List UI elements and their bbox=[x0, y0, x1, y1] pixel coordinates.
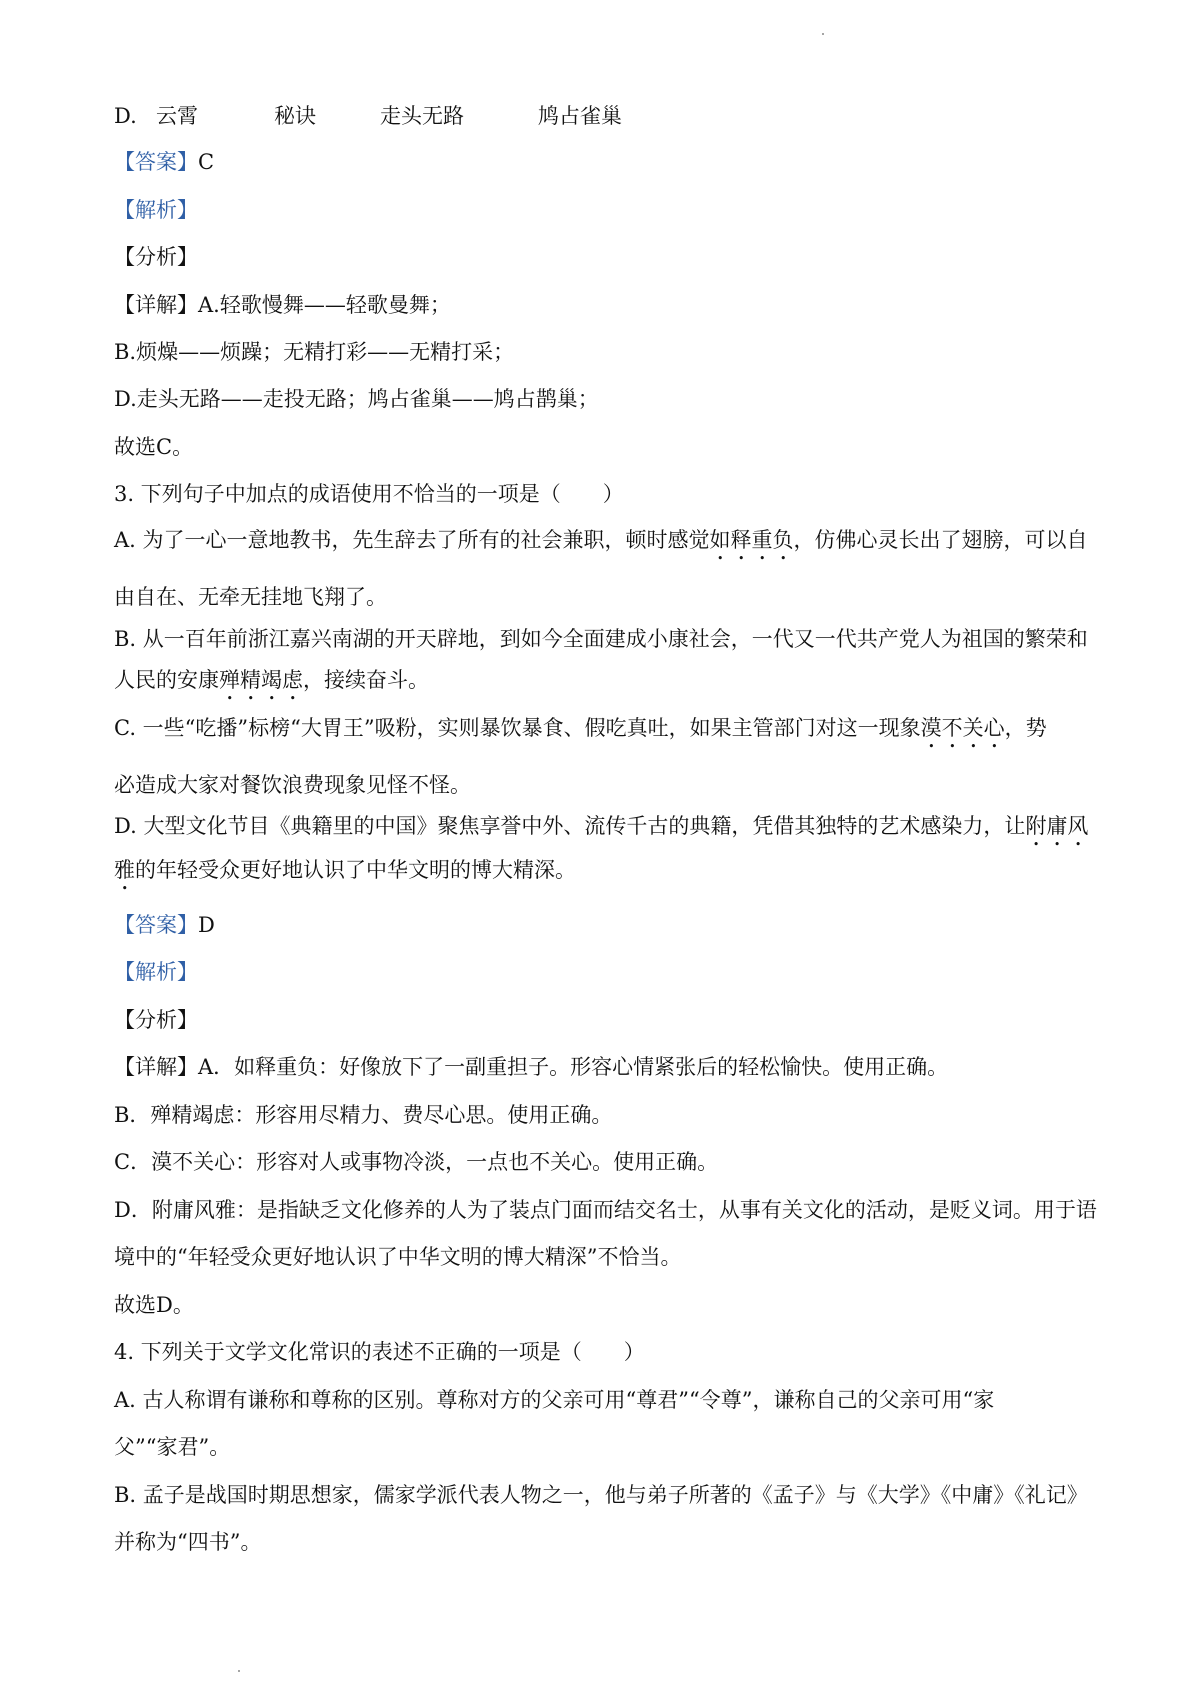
q3-option-a: A. 为了一心一意地教书，先生辞去了所有的社会兼职，顿时感觉如释重负，仿佛心灵长出了翅膀，可以自 bbox=[114, 528, 1088, 552]
q3-detail-c: C．漠不关心：形容对人或事物冷淡，一点也不关心。使用正确。 bbox=[114, 1150, 719, 1174]
q3-analysis-heading: 【解析】 bbox=[114, 960, 198, 984]
q2-fenxi-heading: 【分析】 bbox=[114, 245, 198, 269]
q2-conclusion: 故选C。 bbox=[114, 435, 194, 459]
q4-option-a: A. 古人称谓有谦称和尊称的区别。尊称对方的父亲可用“尊君”“令尊”，谦称自己的父亲可用“家 bbox=[114, 1388, 995, 1412]
dotted-idiom: 殚精竭虑 bbox=[219, 668, 303, 692]
q3-option-c-cont: 必造成大家对餐饮浪费现象见怪不怪。 bbox=[114, 773, 471, 797]
q4-option-b-cont: 并称为“四书”。 bbox=[114, 1530, 262, 1554]
q3-option-b-cont: 人民的安康殚精竭虑，接续奋斗。 bbox=[114, 668, 429, 692]
q4-option-b: B. 孟子是战国时期思想家，儒家学派代表人物之一，他与弟子所著的《孟子》与《大学》《中庸》《礼记》 bbox=[114, 1483, 1088, 1507]
q3-detail-a: 【详解】A．如释重负：好像放下了一副重担子。形容心情紧张后的轻松愉快。使用正确。 bbox=[114, 1055, 949, 1079]
q3-option-a-cont: 由自在、无牵无挂地飞翔了。 bbox=[114, 585, 387, 609]
scan-speck bbox=[238, 1670, 240, 1672]
q3-conclusion: 故选D。 bbox=[114, 1293, 194, 1317]
q3-fenxi-heading: 【分析】 bbox=[114, 1008, 198, 1032]
q3-detail-b: B．殚精竭虑：形容用尽精力、费尽心思。使用正确。 bbox=[114, 1103, 613, 1127]
dotted-idiom: 如释重负 bbox=[709, 528, 794, 552]
dotted-idiom: 附庸风 bbox=[1025, 814, 1089, 838]
q2-detail-d: D.走头无路——走投无路；鸠占雀巢——鸠占鹊巢； bbox=[114, 387, 599, 411]
q3-option-b: B. 从一百年前浙江嘉兴南湖的开天辟地，到如今全面建成小康社会，一代又一代共产党人为祖国的繁荣和 bbox=[114, 627, 1088, 651]
q2-answer: 【答案】C bbox=[114, 150, 215, 174]
q3-answer: 【答案】D bbox=[114, 913, 215, 937]
q2-analysis-heading: 【解析】 bbox=[114, 198, 198, 222]
q3-stem: 3. 下列句子中加点的成语使用不恰当的一项是（ ） bbox=[114, 482, 624, 506]
q4-option-a-cont: 父”“家君”。 bbox=[114, 1435, 231, 1459]
option-word: 秘诀 bbox=[274, 104, 316, 128]
q2-option-d: D. 云霄 秘诀 走头无路 鸠占雀巢 bbox=[114, 104, 622, 128]
q3-option-d: D. 大型文化节目《典籍里的中国》聚焦享誉中外、流传千古的典籍，凭借其独特的艺术感染力，让附庸风 bbox=[114, 814, 1089, 838]
option-word: 走头无路 bbox=[380, 104, 464, 128]
dotted-idiom: 漠不关心 bbox=[920, 716, 1005, 740]
q3-detail-d-cont: 境中的“年轻受众更好地认识了中华文明的博大精深”不恰当。 bbox=[114, 1245, 682, 1269]
q4-stem: 4. 下列关于文学文化常识的表述不正确的一项是（ ） bbox=[114, 1340, 645, 1364]
q3-detail-d: D．附庸风雅：是指缺乏文化修养的人为了装点门面而结交名士，从事有关文化的活动，是贬义词。用于语 bbox=[114, 1198, 1097, 1222]
q3-option-d-cont: 雅的年轻受众更好地认识了中华文明的博大精深。 bbox=[114, 858, 576, 882]
q2-detail-a: 【详解】A.轻歌慢舞——轻歌曼舞； bbox=[114, 293, 451, 317]
q3-option-c: C. 一些“吃播”标榜“大胃王”吸粉，实则暴饮暴食、假吃真吐，如果主管部门对这一现象漠不关心，势 bbox=[114, 716, 1047, 740]
option-word: 鸠占雀巢 bbox=[538, 104, 622, 128]
scan-speck bbox=[822, 33, 824, 35]
option-word: 云霄 bbox=[156, 104, 198, 128]
q2-detail-b: B.烦燥——烦躁；无精打彩——无精打采； bbox=[114, 340, 515, 364]
dotted-idiom: 雅 bbox=[114, 858, 135, 882]
